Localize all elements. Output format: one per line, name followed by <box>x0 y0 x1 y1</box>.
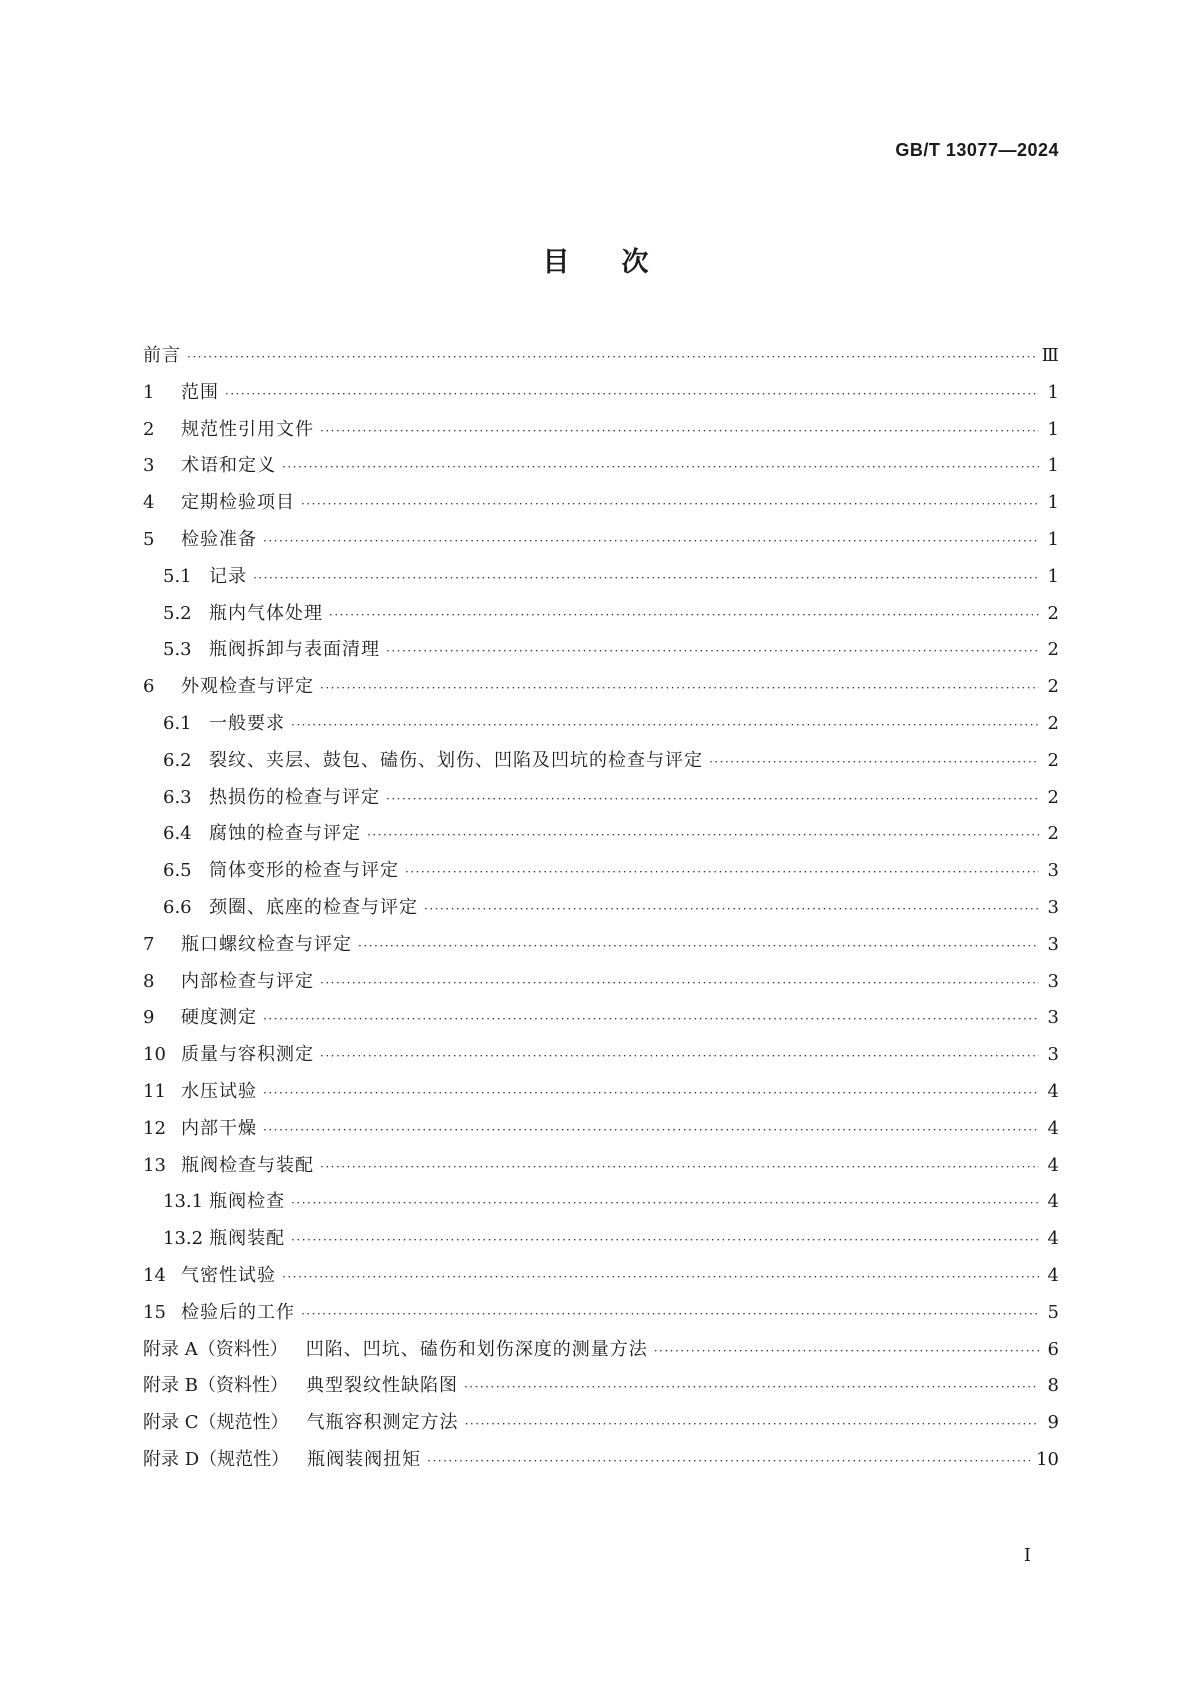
toc-entry-page: 2 <box>1047 676 1059 698</box>
toc-entry-page: 4 <box>1047 1080 1059 1102</box>
toc-leader-dots <box>367 817 1039 854</box>
toc-entry-number: 5.3 <box>163 639 192 661</box>
toc-entry-number: 3 <box>143 455 155 477</box>
toc-entry-title[interactable]: 瓶口螺纹检查与评定 <box>181 933 352 955</box>
toc-entry-number: 13 <box>143 1154 166 1176</box>
toc-entry-title[interactable]: 气密性试验 <box>181 1264 276 1286</box>
toc-entry[interactable] <box>143 1368 1059 1405</box>
toc-leader-dots <box>291 1222 1039 1259</box>
toc-entry-number: 15 <box>143 1301 166 1323</box>
toc-entry-page: 4 <box>1047 1228 1059 1250</box>
toc-entry[interactable] <box>143 964 1059 1001</box>
toc-entry-number: 附录 D（规范性） <box>143 1448 290 1470</box>
toc-entry[interactable] <box>143 1442 1059 1479</box>
toc-entry-title[interactable]: 瓶阀装阀扭矩 <box>307 1448 422 1470</box>
toc-entry-title[interactable]: 裂纹、夹层、鼓包、磕伤、划伤、凹陷及凹坑的检查与评定 <box>209 749 703 771</box>
toc-entry-number: 2 <box>143 418 155 440</box>
toc-entry-number: 6.1 <box>163 712 192 734</box>
toc-entry[interactable] <box>143 1295 1059 1332</box>
page-title: 目次 <box>542 247 701 278</box>
toc-leader-dots <box>291 1185 1039 1222</box>
page-number: I <box>1023 1545 1031 1566</box>
toc-entry-title[interactable]: 筒体变形的检查与评定 <box>209 860 399 882</box>
toc-entry-page: 3 <box>1047 860 1059 882</box>
toc-entry[interactable] <box>143 927 1059 964</box>
toc-entry[interactable] <box>143 485 1059 522</box>
toc-entry[interactable] <box>143 853 1059 890</box>
toc-entry[interactable] <box>143 743 1059 780</box>
toc-entry-title[interactable]: 定期检验项目 <box>181 492 295 514</box>
toc-entry-number: 6.6 <box>163 896 192 918</box>
toc-leader-dots <box>320 413 1039 450</box>
toc-entry-page: 8 <box>1047 1375 1059 1397</box>
toc-entry[interactable] <box>143 375 1059 412</box>
toc-entry-title[interactable]: 颈圈、底座的检查与评定 <box>209 896 418 918</box>
toc-entry-title[interactable]: 前言 <box>143 345 181 366</box>
toc-leader-dots <box>320 1149 1039 1186</box>
toc-entry-page: 6 <box>1047 1338 1059 1360</box>
toc-entry-page: 3 <box>1047 896 1059 918</box>
toc-entry-number: 6.3 <box>163 786 192 808</box>
toc-entry-title[interactable]: 水压试验 <box>181 1080 257 1102</box>
toc-entry[interactable] <box>143 1074 1059 1111</box>
toc-entry-number: 附录 B（资料性） <box>143 1375 288 1397</box>
toc-leader-dots <box>386 781 1039 818</box>
toc-entry-page: 4 <box>1047 1154 1059 1176</box>
toc-entry-number: 12 <box>143 1117 166 1139</box>
toc-leader-dots <box>320 670 1039 707</box>
toc-entry-number: 附录 C（规范性） <box>143 1412 289 1434</box>
toc-entry-page: 2 <box>1047 712 1059 734</box>
toc-entry-title[interactable]: 规范性引用文件 <box>181 418 314 440</box>
toc-entry[interactable] <box>143 412 1059 449</box>
toc-leader-dots <box>282 449 1039 486</box>
toc-entry[interactable] <box>143 780 1059 817</box>
toc-entry-title[interactable]: 质量与容积测定 <box>181 1044 314 1066</box>
toc-entry-page: 1 <box>1047 565 1059 587</box>
toc-entry-page: 4 <box>1047 1264 1059 1286</box>
toc-leader-dots <box>291 707 1039 744</box>
toc-leader-dots <box>225 376 1039 413</box>
toc-leader-dots <box>263 1001 1039 1038</box>
toc-entry-title[interactable]: 瓶阀检查 <box>209 1191 286 1213</box>
toc-leader-dots <box>465 1406 1040 1443</box>
toc-entry-number: 13.1 <box>163 1191 204 1213</box>
toc-entry[interactable] <box>143 1332 1059 1369</box>
toc-entry-page: 4 <box>1047 1117 1059 1139</box>
toc-entry-title[interactable]: 气瓶容积测定方法 <box>306 1412 459 1434</box>
toc-entry-title[interactable]: 内部检查与评定 <box>181 970 314 992</box>
toc-entry-number: 6.2 <box>163 749 192 771</box>
toc-entry-number: 13.2 <box>163 1228 204 1250</box>
toc-entry-title[interactable]: 范围 <box>181 381 219 403</box>
toc-entry[interactable] <box>143 890 1059 927</box>
toc-entry-number: 1 <box>143 381 155 403</box>
toc-entry-number: 5 <box>143 528 155 550</box>
toc-entry-page: 10 <box>1036 1448 1059 1470</box>
toc-leader-dots <box>329 597 1039 634</box>
toc-entry[interactable] <box>143 706 1059 743</box>
toc-entry-title[interactable]: 瓶内气体处理 <box>209 602 323 624</box>
toc-entry-title[interactable]: 检验后的工作 <box>181 1301 295 1323</box>
toc-entry-number: 5.2 <box>163 602 192 624</box>
toc-entry-page: 4 <box>1047 1191 1059 1213</box>
toc-entry-number: 4 <box>143 492 155 514</box>
toc-leader-dots <box>709 744 1039 781</box>
toc-entry-title[interactable]: 内部干燥 <box>181 1117 257 1139</box>
toc-leader-dots <box>320 965 1039 1002</box>
toc-entry-page: 2 <box>1047 602 1059 624</box>
toc-entry[interactable] <box>143 632 1059 669</box>
toc-entry-number: 附录 A（资料性） <box>143 1338 288 1360</box>
toc-entry[interactable] <box>143 669 1059 706</box>
toc-leader-dots <box>405 854 1039 891</box>
toc-entry-title[interactable]: 凹陷、凹坑、磕伤和划伤深度的测量方法 <box>305 1338 648 1360</box>
toc-leader-dots <box>263 1075 1039 1112</box>
toc-leader-dots <box>253 560 1039 597</box>
toc-entry-title[interactable]: 检验准备 <box>181 528 257 550</box>
toc-entry-page: 3 <box>1047 1044 1059 1066</box>
toc-entry[interactable] <box>143 1037 1059 1074</box>
toc-entry-number: 5.1 <box>163 565 192 587</box>
toc-entry-page: 1 <box>1047 418 1059 440</box>
toc-entry[interactable] <box>143 1111 1059 1148</box>
toc-leader-dots <box>301 1296 1039 1333</box>
toc-leader-dots <box>386 633 1039 670</box>
toc-entry-page: 3 <box>1047 933 1059 955</box>
toc-entry-number: 10 <box>143 1044 166 1066</box>
toc-entry-number: 6.4 <box>163 823 192 845</box>
toc-entry[interactable] <box>143 559 1059 596</box>
toc-entry[interactable] <box>143 1184 1059 1221</box>
toc-entry-number: 7 <box>143 933 155 955</box>
toc-leader-dots <box>301 486 1039 523</box>
toc-entry-title[interactable]: 术语和定义 <box>181 455 276 477</box>
toc-entry-page: 1 <box>1047 492 1059 514</box>
toc-entry-number: 8 <box>143 970 155 992</box>
toc-entry-number: 14 <box>143 1264 166 1286</box>
toc-entry[interactable] <box>143 1221 1059 1258</box>
toc-entry-page: 1 <box>1047 455 1059 477</box>
toc-entry-page: 2 <box>1047 786 1059 808</box>
toc-entry[interactable] <box>143 1258 1059 1295</box>
toc-entry[interactable] <box>143 448 1059 485</box>
toc-leader-dots <box>464 1369 1039 1406</box>
toc-entry-title[interactable]: 热损伤的检查与评定 <box>209 786 380 808</box>
toc-entry-page: 2 <box>1047 823 1059 845</box>
toc-entry-page: Ⅲ <box>1041 345 1059 366</box>
standard-code: GB/T 13077—2024 <box>895 140 1059 160</box>
toc-entry-title[interactable]: 瓶阀拆卸与表面清理 <box>209 639 380 661</box>
toc-entry-page: 2 <box>1047 749 1059 771</box>
toc-entry-page: 9 <box>1047 1412 1059 1434</box>
toc-entry-number: 6.5 <box>163 860 192 882</box>
toc-entry-number: 9 <box>143 1007 155 1029</box>
toc-leader-dots <box>187 339 1036 376</box>
toc-entry-page: 5 <box>1047 1301 1059 1323</box>
toc-leader-dots <box>358 928 1039 965</box>
toc-entry-number: 11 <box>143 1080 166 1102</box>
toc-leader-dots <box>427 1443 1030 1480</box>
toc-leader-dots <box>424 891 1039 928</box>
toc-entry[interactable] <box>143 816 1059 853</box>
toc-entry-title[interactable]: 记录 <box>209 565 247 587</box>
toc-entry-title[interactable]: 瓶阀装配 <box>209 1228 286 1250</box>
toc-entry[interactable] <box>143 1148 1059 1185</box>
toc-entry[interactable] <box>143 522 1059 559</box>
toc-entry-page: 1 <box>1047 381 1059 403</box>
toc-entry-title[interactable]: 外观检查与评定 <box>181 676 314 698</box>
toc-leader-dots <box>263 1112 1039 1149</box>
toc-entry[interactable] <box>143 338 1059 375</box>
toc-entry-page: 3 <box>1047 1007 1059 1029</box>
table-of-contents <box>143 338 1059 1479</box>
toc-entry-title[interactable]: 硬度测定 <box>181 1007 257 1029</box>
toc-entry[interactable] <box>143 596 1059 633</box>
toc-leader-dots <box>263 523 1039 560</box>
toc-entry-title[interactable]: 典型裂纹性缺陷图 <box>305 1375 458 1397</box>
toc-entry-title[interactable]: 瓶阀检查与装配 <box>181 1154 314 1176</box>
toc-entry-number: 6 <box>143 676 155 698</box>
toc-leader-dots <box>654 1333 1039 1370</box>
toc-entry-page: 1 <box>1047 528 1059 550</box>
toc-entry-page: 3 <box>1047 970 1059 992</box>
toc-leader-dots <box>282 1259 1039 1296</box>
toc-entry[interactable] <box>143 1405 1059 1442</box>
toc-entry-title[interactable]: 一般要求 <box>209 712 285 734</box>
toc-leader-dots <box>320 1038 1039 1075</box>
toc-entry[interactable] <box>143 1000 1059 1037</box>
toc-entry-page: 2 <box>1047 639 1059 661</box>
toc-entry-title[interactable]: 腐蚀的检查与评定 <box>209 823 361 845</box>
